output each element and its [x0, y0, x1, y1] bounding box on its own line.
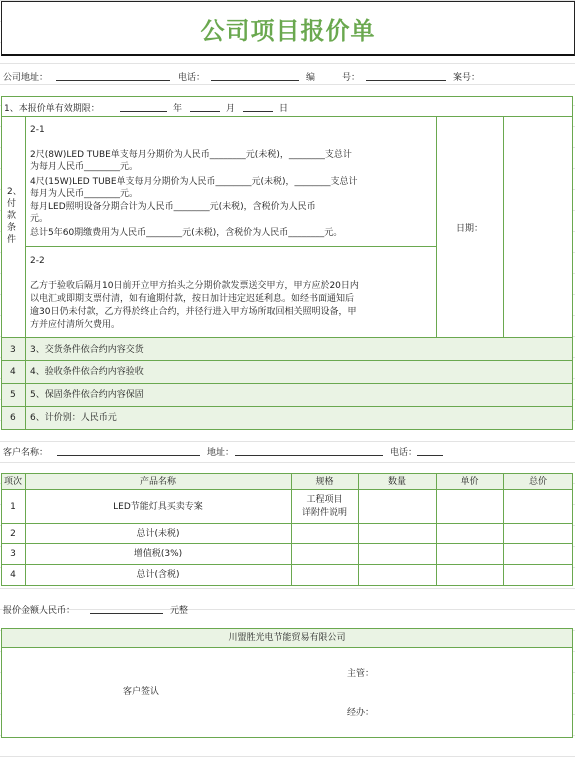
- payment-2-1-heading: 2-1: [30, 125, 45, 135]
- customer-address-field[interactable]: [235, 455, 383, 456]
- term-number: 5: [10, 390, 16, 400]
- customer-name-field[interactable]: [57, 455, 200, 456]
- divider: [25, 116, 26, 337]
- term-number: 6: [10, 413, 16, 423]
- customer-name-label: 客户名称：: [3, 448, 49, 458]
- item-no: 2: [10, 528, 16, 539]
- phone-field[interactable]: [211, 80, 299, 81]
- divider: [1, 337, 573, 338]
- payment-2-1-line: 为每月人民币________元。: [30, 162, 139, 172]
- company-address-label: 公司地址：: [3, 73, 49, 83]
- payment-2-1-line: 元。: [30, 214, 49, 224]
- number-field[interactable]: [366, 80, 446, 81]
- customer-phone-field[interactable]: [417, 455, 443, 456]
- company-address-field[interactable]: [56, 80, 170, 81]
- payment-2-1-line: 每月LED照明设备分期合计为人民币________元(未税)，含税价为人民币: [30, 202, 316, 212]
- customer-address-label: 地址：: [207, 448, 235, 458]
- divider: [436, 116, 437, 337]
- validity-month-field[interactable]: [190, 111, 220, 112]
- item-no: 4: [10, 570, 16, 580]
- payment-2-2-line: 方并应付清所欠费用。: [30, 320, 121, 330]
- payment-2-1-line: 4尺(15W)LED TUBE单支每月分期价为人民币________元(未税)，________支总计: [30, 177, 358, 187]
- divider: [25, 337, 26, 429]
- total-amount-label: 报价金额人民币：: [3, 606, 76, 616]
- divider: [503, 473, 504, 586]
- column-header: 单价: [460, 476, 479, 487]
- page-title: 公司项目报价单: [200, 16, 376, 45]
- payment-row-label: 2、付款条件: [7, 187, 22, 245]
- divider: [1, 383, 573, 384]
- payment-2-2-line: 以电汇或即期支票付清，如有逾期付款，按日加计违定迟延利息。如经书面通知后: [30, 294, 355, 304]
- divider: [1, 406, 573, 407]
- divider: [25, 246, 436, 247]
- case-no-label: 案号：: [453, 73, 481, 83]
- handler-label: 经办：: [347, 708, 375, 718]
- divider: [1, 360, 573, 361]
- term-number: 4: [10, 367, 16, 377]
- validity-day-field[interactable]: [243, 111, 273, 112]
- term-text: 4、验收条件依合约内容验收: [30, 367, 144, 377]
- number-label-b: 号：: [342, 73, 361, 83]
- item-name: 总计(未税): [136, 528, 180, 539]
- item-no: 1: [10, 501, 16, 512]
- divider: [503, 116, 504, 337]
- item-no: 3: [10, 549, 16, 559]
- validity-month-label: 月: [226, 104, 236, 114]
- payment-2-2-heading: 2-2: [30, 256, 45, 266]
- column-header: 产品名称: [139, 476, 176, 487]
- total-amount-unit: 元整: [170, 606, 189, 616]
- validity-day-label: 日: [279, 104, 289, 114]
- term-text: 3、交货条件依合约内容交货: [30, 345, 144, 355]
- validity-label: 1、本报价单有效期限：: [4, 104, 100, 114]
- divider: [1, 116, 573, 117]
- validity-year-field[interactable]: [120, 111, 167, 112]
- column-header: 总价: [528, 476, 547, 487]
- title-box: [1, 1, 575, 56]
- item-spec-line: 工程项目: [306, 495, 343, 505]
- customer-phone-label: 电话：: [390, 448, 418, 458]
- divider: [1, 647, 573, 648]
- customer-sign-label: 客户签认: [123, 687, 160, 697]
- supervisor-label: 主管：: [347, 669, 375, 679]
- column-header: 项次: [3, 476, 22, 487]
- total-amount-field[interactable]: [90, 613, 163, 614]
- payment-2-2-line: 逾30日仍未付款，乙方得於终止合约，并径行进入甲方场所取回相关照明设备，甲: [30, 307, 357, 317]
- payment-2-2-line: 乙方于验收后隔月10日前开立甲方抬头之分期价款发票送交甲方，甲方应於20日内: [30, 281, 359, 291]
- divider: [358, 473, 359, 586]
- validity-year-label: 年: [173, 104, 183, 114]
- payment-2-1-line: 总计5年60期缴费用为人民币________元(未税)，含税价为人民币________元。: [30, 228, 343, 238]
- divider: [291, 473, 292, 586]
- phone-label: 电话：: [178, 73, 206, 83]
- company-name: 川盟胜光电节能贸易有限公司: [228, 633, 346, 643]
- item-name: 增值税(3%): [133, 549, 183, 559]
- column-header: 数量: [387, 476, 406, 487]
- item-name: LED节能灯具买卖专案: [113, 501, 203, 512]
- payment-date-label: 日期：: [456, 224, 484, 234]
- term-text: 6、计价别：人民币元: [30, 413, 117, 423]
- term-number: 3: [10, 345, 16, 355]
- number-label-a: 编: [306, 73, 316, 83]
- term-text: 5、保固条件依合约内容保固: [30, 390, 144, 400]
- payment-row-label-cell: [1, 116, 25, 337]
- payment-2-1-line: 每月为人民币________元。: [30, 189, 139, 199]
- divider: [436, 473, 437, 586]
- payment-2-1-line: 2尺(8W)LED TUBE单支每月分期价为人民币________元(未税)，________支总计: [30, 150, 352, 160]
- column-header: 规格: [315, 476, 334, 487]
- item-name: 总计(含税): [136, 570, 180, 580]
- item-spec-line: 详附件说明: [301, 508, 347, 518]
